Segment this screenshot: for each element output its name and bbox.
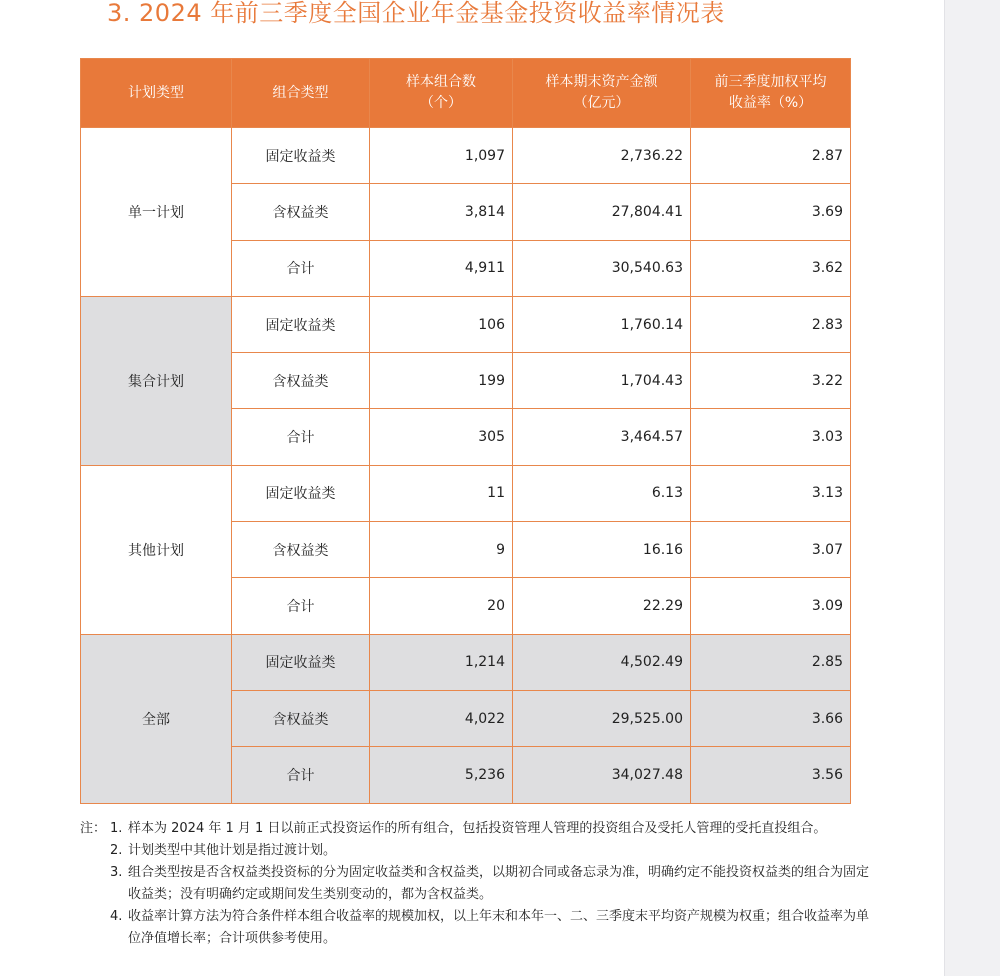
sample-count-cell: 4,911: [370, 240, 513, 296]
header-plan-type: 计划类型: [81, 59, 232, 128]
assets-cell: 22.29: [513, 578, 691, 634]
note-item: [80, 862, 870, 906]
table-row: [81, 296, 851, 352]
sample-count-cell: 1,097: [370, 128, 513, 184]
return-rate-cell: 3.13: [691, 465, 851, 521]
sample-count-cell: 305: [370, 409, 513, 465]
return-rate-cell: 2.83: [691, 296, 851, 352]
assets-cell: 6.13: [513, 465, 691, 521]
plan-type-cell: 集合计划: [81, 296, 232, 465]
note-number: 1.: [110, 821, 123, 836]
portfolio-type-cell: 合计: [232, 747, 370, 803]
sample-count-cell: 199: [370, 353, 513, 409]
sample-count-cell: 106: [370, 296, 513, 352]
portfolio-type-cell: 合计: [232, 578, 370, 634]
note-number: 4.: [110, 909, 123, 924]
notes-label: 注：: [80, 821, 107, 836]
portfolio-type-cell: 固定收益类: [232, 128, 370, 184]
return-rate-cell: 3.56: [691, 747, 851, 803]
page-title: 3. 2024 年前三季度全国企业年金基金投资收益率情况表: [107, 0, 725, 27]
return-rate-cell: 3.69: [691, 184, 851, 240]
assets-cell: 34,027.48: [513, 747, 691, 803]
header-assets: 样本期末资产金额 （亿元）: [513, 59, 691, 128]
table-row: [81, 465, 851, 521]
return-rate-cell: 2.85: [691, 634, 851, 690]
header-sample-count: 样本组合数 （个）: [370, 59, 513, 128]
note-text: 计划类型中其他计划是指过渡计划。: [128, 843, 337, 858]
sample-count-cell: 1,214: [370, 634, 513, 690]
note-item: [80, 840, 870, 862]
assets-cell: 16.16: [513, 522, 691, 578]
plan-type-cell: 单一计划: [81, 128, 232, 297]
sample-count-cell: 11: [370, 465, 513, 521]
portfolio-type-cell: 含权益类: [232, 522, 370, 578]
return-rate-cell: 3.07: [691, 522, 851, 578]
note-text: 样本为 2024 年 1 月 1 日以前正式投资运作的所有组合，包括投资管理人管理的投资组合及受托人管理的受托直投组合。: [128, 821, 827, 836]
return-rate-cell: 3.09: [691, 578, 851, 634]
note-number: 2.: [110, 843, 123, 858]
note-text: 收益率计算方法为符合条件样本组合收益率的规模加权，以上年末和本年一、二、三季度末平均资产规模为权重；组合收益率为单位净值增长率；合计项供参考使用。: [128, 909, 870, 946]
table-notes: [80, 818, 870, 950]
viewer-background: [944, 0, 1000, 976]
plan-type-cell: 其他计划: [81, 465, 232, 634]
note-item: [80, 906, 870, 950]
assets-cell: 2,736.22: [513, 128, 691, 184]
assets-cell: 1,760.14: [513, 296, 691, 352]
assets-cell: 30,540.63: [513, 240, 691, 296]
return-rate-cell: 3.22: [691, 353, 851, 409]
portfolio-type-cell: 固定收益类: [232, 634, 370, 690]
note-text: 组合类型按是否含权益类投资标的分为固定收益类和含权益类，以期初合同或备忘录为准，明确约定不能投资权益类的组合为固定收益类；没有明确约定或期间发生类别变动的，都为含权益类。: [128, 865, 870, 902]
return-rate-cell: 3.62: [691, 240, 851, 296]
returns-table: [80, 58, 851, 804]
return-rate-cell: 3.66: [691, 690, 851, 746]
sample-count-cell: 3,814: [370, 184, 513, 240]
portfolio-type-cell: 含权益类: [232, 353, 370, 409]
table-row: [81, 128, 851, 184]
plan-type-cell: 全部: [81, 634, 232, 803]
header-portfolio-type: 组合类型: [232, 59, 370, 128]
note-item: [80, 818, 870, 840]
assets-cell: 3,464.57: [513, 409, 691, 465]
assets-cell: 27,804.41: [513, 184, 691, 240]
header-return-rate: 前三季度加权平均 收益率（%）: [691, 59, 851, 128]
sample-count-cell: 20: [370, 578, 513, 634]
sample-count-cell: 9: [370, 522, 513, 578]
note-number: 3.: [110, 865, 123, 880]
return-rate-cell: 3.03: [691, 409, 851, 465]
return-rate-cell: 2.87: [691, 128, 851, 184]
portfolio-type-cell: 固定收益类: [232, 465, 370, 521]
portfolio-type-cell: 含权益类: [232, 184, 370, 240]
assets-cell: 1,704.43: [513, 353, 691, 409]
portfolio-type-cell: 合计: [232, 240, 370, 296]
sample-count-cell: 4,022: [370, 690, 513, 746]
sample-count-cell: 5,236: [370, 747, 513, 803]
assets-cell: 4,502.49: [513, 634, 691, 690]
table-row: [81, 634, 851, 690]
portfolio-type-cell: 固定收益类: [232, 296, 370, 352]
assets-cell: 29,525.00: [513, 690, 691, 746]
table-header-row: [81, 59, 851, 128]
portfolio-type-cell: 含权益类: [232, 690, 370, 746]
portfolio-type-cell: 合计: [232, 409, 370, 465]
